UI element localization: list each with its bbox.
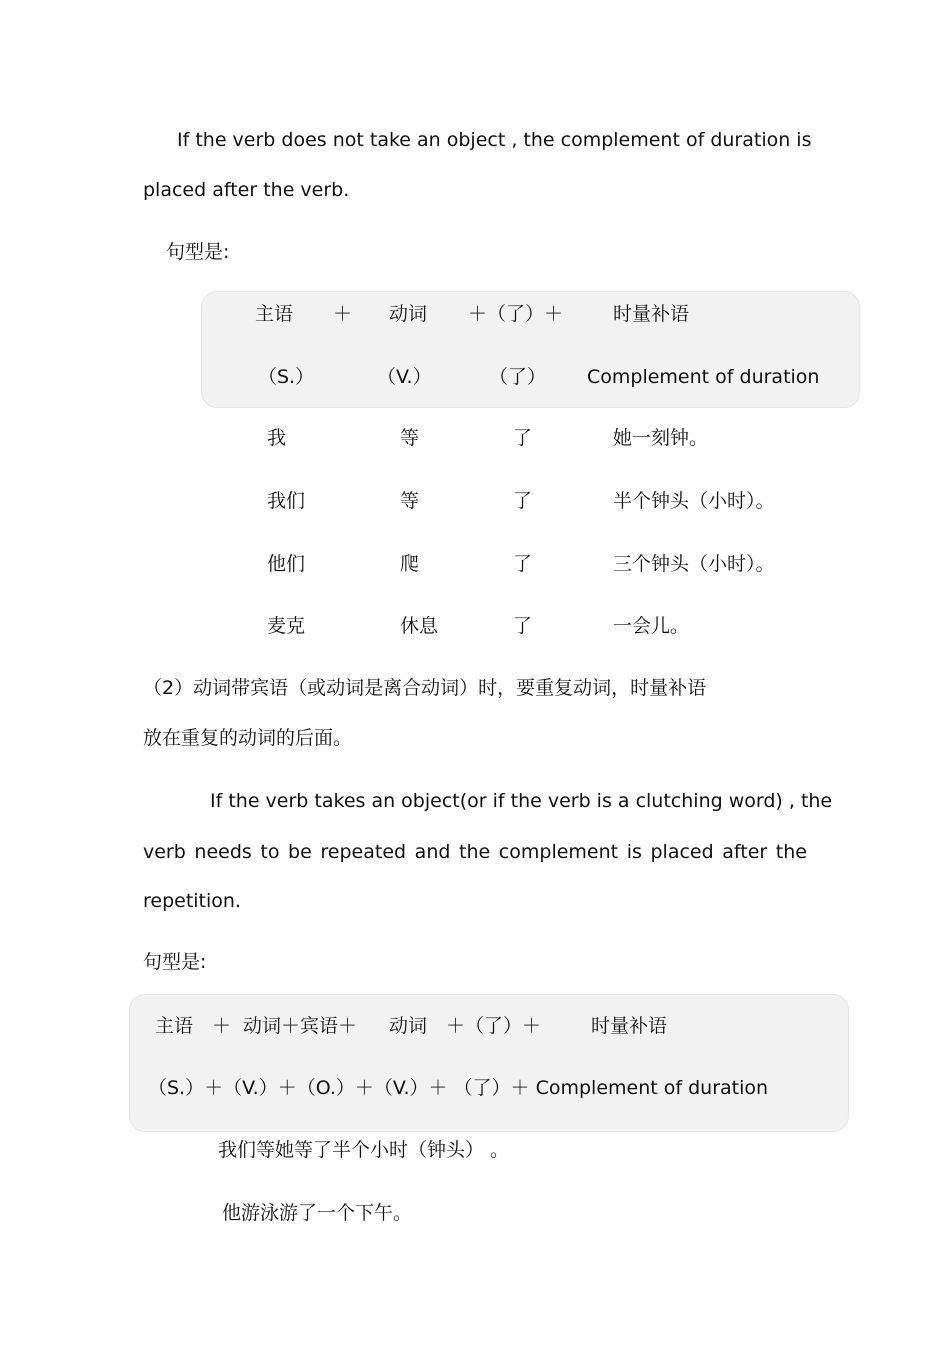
section2-en-line-1: If the verb takes an object(or if the verb is a clutching word) , the: [210, 790, 833, 812]
example-complement: 三个钟头（小时）。: [613, 553, 775, 575]
example-le: 了: [513, 553, 533, 575]
example-complement: 一会儿。: [613, 615, 690, 637]
example-verb: 爬: [400, 553, 420, 575]
example-verb: 等: [400, 427, 420, 449]
pattern2-header-plus: ＋: [212, 1015, 232, 1037]
pattern1-header-le: ＋（了）＋: [468, 303, 564, 325]
pattern2-example-2: 他游泳游了一个下午。: [222, 1202, 413, 1224]
example-verb: 等: [400, 490, 420, 512]
pattern-label-2: 句型是:: [143, 951, 207, 973]
example-le: 了: [513, 490, 533, 512]
section2-line-2: 放在重复的动词的后面。: [143, 727, 353, 749]
pattern1-en-le: （了）: [489, 366, 547, 388]
example-subject: 我: [267, 427, 287, 449]
section2-en-line-2: verb needs to be repeated and the complement is placed after the: [143, 841, 807, 863]
example-subject: 我们: [267, 490, 306, 512]
example-subject: 他们: [267, 553, 306, 575]
pattern2-header-complement: 时量补语: [591, 1015, 668, 1037]
pattern2-header-subject: 主语: [155, 1015, 194, 1037]
pattern2-example-1: 我们等她等了半个小时（钟头） 。: [218, 1139, 510, 1161]
example-le: 了: [513, 427, 533, 449]
pattern2-header-le: ＋（了）＋: [446, 1015, 542, 1037]
pattern1-header-complement: 时量补语: [613, 303, 690, 325]
pattern1-en-complement: Complement of duration: [587, 366, 820, 388]
pattern2-header-verb-object: 动词＋宾语＋: [243, 1015, 358, 1037]
pattern1-header-plus: ＋: [333, 303, 353, 325]
pattern-label-1: 句型是:: [166, 241, 230, 263]
example-verb: 休息: [400, 615, 439, 637]
example-complement: 半个钟头（小时）。: [613, 490, 775, 512]
example-complement: 她一刻钟。: [613, 427, 709, 449]
intro-line-1: If the verb does not take an object , the complement of duration is: [177, 129, 812, 151]
section2-en-line-3: repetition.: [143, 890, 241, 912]
intro-line-2: placed after the verb.: [143, 179, 350, 201]
example-le: 了: [513, 615, 533, 637]
pattern1-header-verb: 动词: [389, 303, 428, 325]
pattern1-en-verb: （V.）: [377, 366, 432, 388]
section2-line-1: （2）动词带宾语（或动词是离合动词）时，要重复动词，时量补语: [143, 677, 707, 699]
pattern2-header-verb: 动词: [389, 1015, 428, 1037]
pattern1-en-subject: （S.）: [258, 366, 315, 388]
pattern2-en-formula: （S.）＋（V.）＋（O.）＋（V.）＋ （了）＋ Complement of duration: [148, 1077, 769, 1099]
example-subject: 麦克: [267, 615, 306, 637]
pattern1-header-subject: 主语: [255, 303, 294, 325]
